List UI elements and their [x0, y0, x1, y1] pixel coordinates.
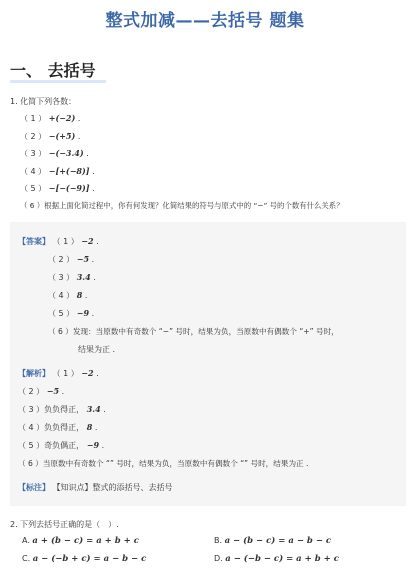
note-text: 【知识点】整式的添括号、去括号: [52, 483, 173, 492]
item-text: （ 1 ）: [52, 369, 79, 378]
item-text: （ 5 ）奇负偶正，: [18, 441, 85, 450]
option-d[interactable]: [214, 554, 339, 564]
analysis-item: [18, 422, 97, 433]
item-number: （ 2 ）: [20, 132, 47, 141]
section-title: 一、 去括号: [10, 61, 96, 80]
question-1-item: [20, 148, 89, 159]
answer-tag: 【答案】: [18, 237, 50, 246]
analysis-item-6: （ 6 ）当原数中有奇数个 “” 号时，结果为负，当原数中有偶数个 “” 号时，结果为正 .: [18, 459, 309, 468]
item-end: .: [103, 405, 106, 414]
item-expression: −(+5): [48, 131, 76, 141]
item-end: .: [94, 423, 98, 432]
item-end: .: [101, 441, 105, 450]
answer-value: −5: [76, 254, 90, 264]
analysis-item: [18, 440, 104, 451]
item-end: .: [93, 273, 96, 282]
item-number: （ 3 ）: [48, 273, 75, 282]
page-title: 整式加减——去括号 题集: [105, 11, 305, 31]
item-number: （ 1 ）: [20, 114, 47, 123]
item-expression: −(−3.4): [48, 148, 84, 158]
item-number: （ 4 ）: [48, 291, 75, 300]
item-expression: +(−2): [48, 113, 76, 123]
item-number: （ 2 ）: [48, 255, 75, 264]
item-end: .: [96, 237, 99, 246]
item-number: （ 1 ）: [52, 237, 79, 246]
question-1-item: [20, 183, 95, 194]
question-2-label: 2. 下列去括号正确的是（ ）.: [10, 520, 119, 529]
answer-item: [48, 308, 94, 319]
item-number: （ 4 ）: [20, 167, 47, 176]
answer-item: [18, 236, 99, 247]
item-end: .: [77, 114, 81, 123]
analysis-value: −9: [86, 440, 100, 450]
answer-item-6-line-1: （ 6 ）发现：当原数中有奇数个 “−” 号时，结果为负，当原数中有偶数个 “+” 号时，: [48, 327, 339, 336]
item-text: （ 3 ）负负得正，: [18, 405, 85, 414]
item-end: .: [92, 184, 95, 193]
option-b[interactable]: [214, 536, 331, 546]
option-expression: a − (b − c) = a − b − c: [224, 536, 332, 546]
answer-item: [48, 272, 96, 283]
analysis-item: [18, 404, 106, 415]
item-number: （ 5 ）: [20, 184, 47, 193]
analysis-value: 8: [86, 422, 93, 432]
item-text: （ 2 ）: [18, 387, 45, 396]
note-tag: 【标注】: [18, 483, 50, 492]
question-1-item: [20, 131, 80, 142]
analysis-value: −5: [46, 386, 60, 396]
item-end: .: [84, 291, 88, 300]
item-end: .: [77, 132, 81, 141]
option-expression: a + (b − c) = a + b + c: [32, 536, 139, 546]
item-end: .: [92, 167, 95, 176]
option-letter: C.: [22, 554, 31, 563]
analysis-value: 3.4: [86, 404, 101, 414]
option-letter: D.: [214, 554, 223, 563]
section-underline: [10, 80, 106, 83]
item-expression: −[−(−9)]: [48, 183, 90, 193]
item-end: .: [86, 149, 89, 158]
question-1-item-6: （ 6 ）根据上面化简过程中，你有何发现？化简结果的符号与原式中的 “−” 号的个数有什么关系？: [20, 201, 344, 210]
answer-item-6-line-2: 结果为正 .: [78, 345, 116, 354]
item-end: .: [96, 369, 99, 378]
answer-value: −2: [81, 236, 94, 246]
item-number: （ 5 ）: [48, 309, 75, 318]
option-c[interactable]: [22, 554, 146, 564]
answer-item: [48, 254, 94, 265]
item-text: （ 4 ）负负得正，: [18, 423, 85, 432]
analysis-value: −2: [81, 368, 94, 378]
option-a[interactable]: [22, 536, 139, 546]
analysis-tag: 【解析】: [18, 369, 50, 378]
item-end: .: [91, 255, 95, 264]
answer-value: 3.4: [76, 272, 91, 282]
answer-item: [48, 290, 87, 301]
answer-value: −9: [76, 308, 90, 318]
option-expression: a − (−b + c) = a − b − c: [32, 554, 147, 564]
item-number: （ 3 ）: [20, 149, 47, 158]
item-expression: −[+(−8)]: [48, 166, 90, 176]
option-letter: A.: [22, 536, 30, 545]
note-line: [18, 482, 173, 493]
question-1-item: [20, 113, 80, 124]
answer-value: 8: [76, 290, 83, 300]
item-end: .: [91, 309, 95, 318]
option-expression: a − (−b − c) = a + b + c: [225, 554, 339, 564]
question-1-item: [20, 166, 95, 177]
option-letter: B.: [214, 536, 223, 545]
analysis-item: [18, 386, 64, 397]
item-end: .: [61, 387, 65, 396]
analysis-item: [18, 368, 99, 379]
question-1-label: 1. 化简下列各数：: [10, 97, 77, 106]
